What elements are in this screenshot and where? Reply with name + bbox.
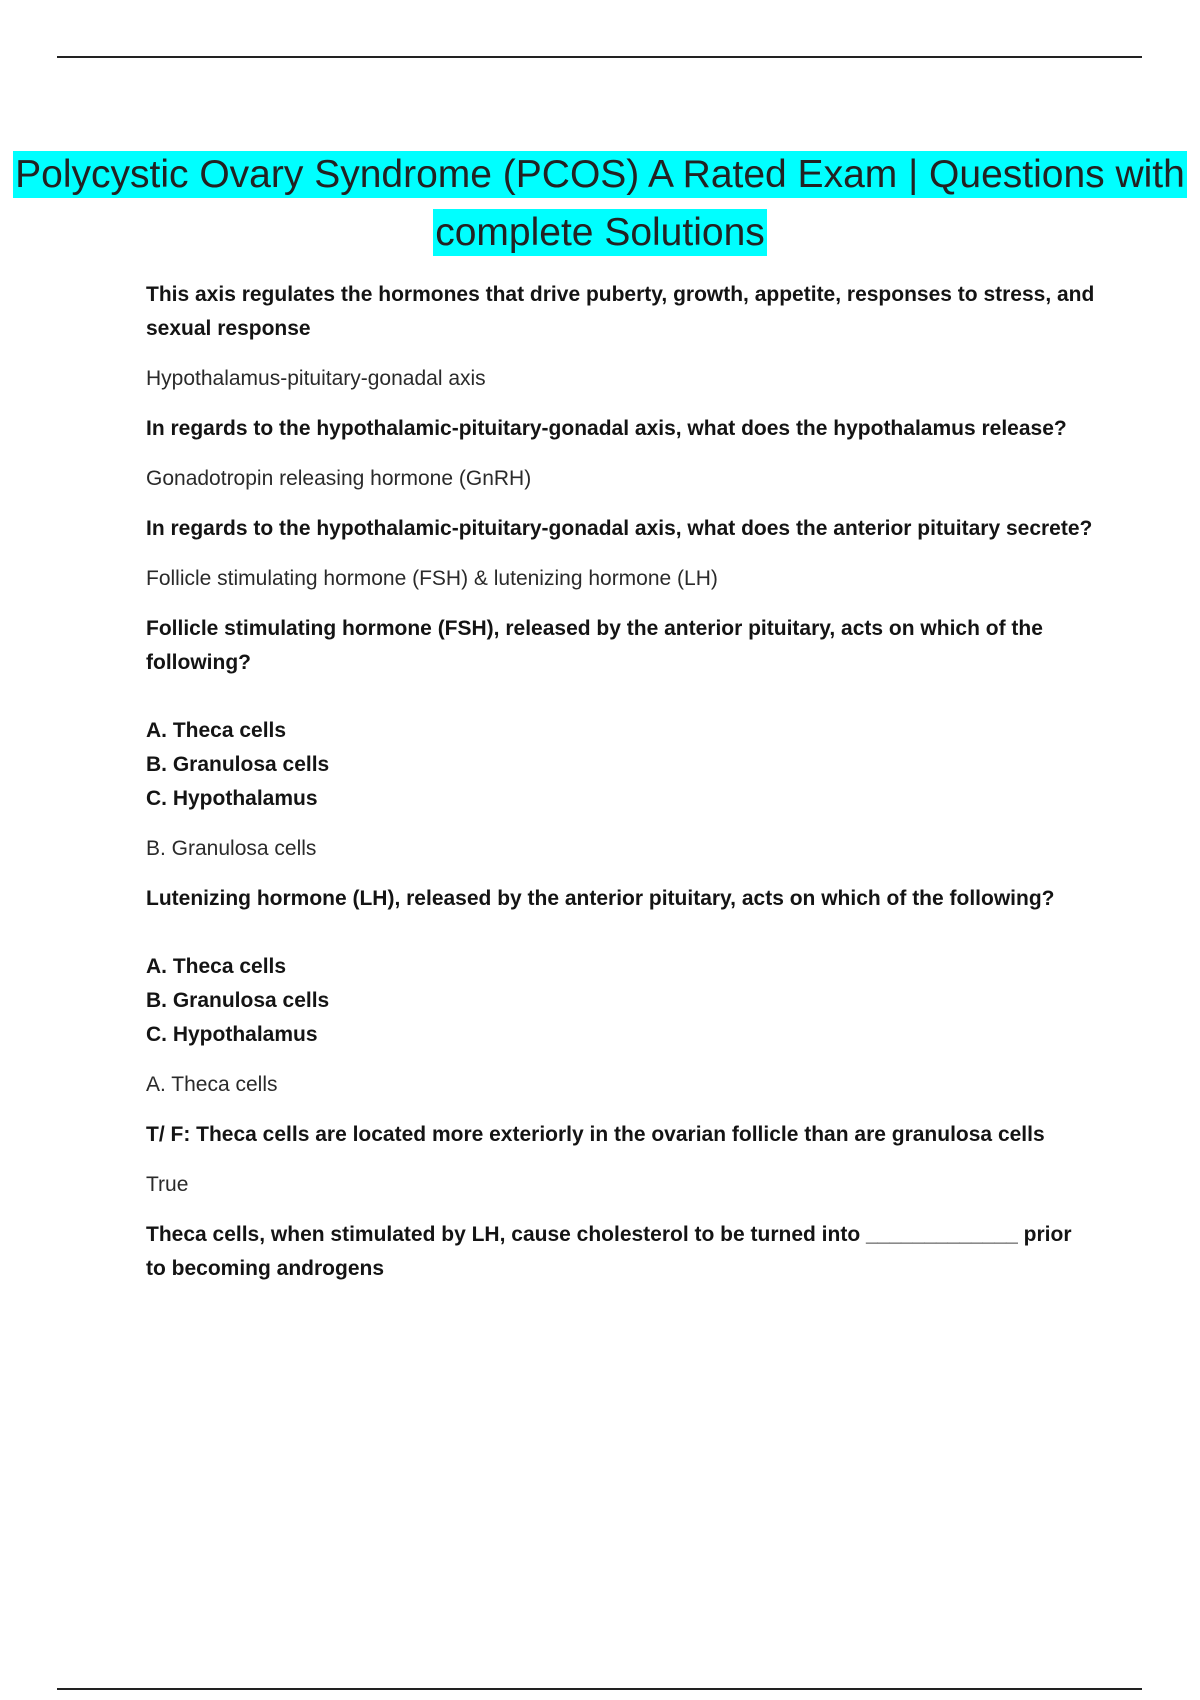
option: B. Granulosa cells bbox=[146, 989, 330, 1012]
question-5-options bbox=[146, 950, 1096, 1052]
document-title bbox=[0, 146, 1200, 262]
question-4: Follicle stimulating hormone (FSH), released by the anterior pituitary, acts on which of the following? bbox=[146, 617, 1043, 674]
question-3: In regards to the hypothalamic-pituitary-gonadal axis, what does the anterior pituitary secrete? bbox=[146, 517, 1093, 540]
bottom-divider bbox=[57, 1688, 1142, 1690]
option: A. Theca cells bbox=[146, 955, 287, 978]
answer-1: Hypothalamus-pituitary-gonadal axis bbox=[146, 367, 486, 390]
option: B. Granulosa cells bbox=[146, 753, 330, 776]
top-divider bbox=[57, 56, 1142, 58]
answer-6: True bbox=[146, 1173, 189, 1196]
question-5: Lutenizing hormone (LH), released by the anterior pituitary, acts on which of the following? bbox=[146, 887, 1055, 910]
qa-list bbox=[146, 278, 1096, 1286]
question-6: T/ F: Theca cells are located more exteriorly in the ovarian follicle than are granulosa cells bbox=[146, 1123, 1045, 1146]
option: A. Theca cells bbox=[146, 719, 287, 742]
answer-4: B. Granulosa cells bbox=[146, 837, 317, 860]
document-title-text: Polycystic Ovary Syndrome (PCOS) A Rated Exam | Questions with complete Solutions bbox=[15, 153, 1185, 254]
answer-3: Follicle stimulating hormone (FSH) & lutenizing hormone (LH) bbox=[146, 567, 718, 590]
question-1: This axis regulates the hormones that drive puberty, growth, appetite, responses to stress, and sexual response bbox=[146, 283, 1095, 340]
question-7: Theca cells, when stimulated by LH, cause cholesterol to be turned into _____________ prior to becoming androgens bbox=[146, 1223, 1072, 1280]
answer-5: A. Theca cells bbox=[146, 1073, 278, 1096]
option: C. Hypothalamus bbox=[146, 787, 318, 810]
answer-2: Gonadotropin releasing hormone (GnRH) bbox=[146, 467, 532, 490]
question-4-options bbox=[146, 714, 1096, 816]
question-2: In regards to the hypothalamic-pituitary-gonadal axis, what does the hypothalamus release? bbox=[146, 417, 1067, 440]
option: C. Hypothalamus bbox=[146, 1023, 318, 1046]
